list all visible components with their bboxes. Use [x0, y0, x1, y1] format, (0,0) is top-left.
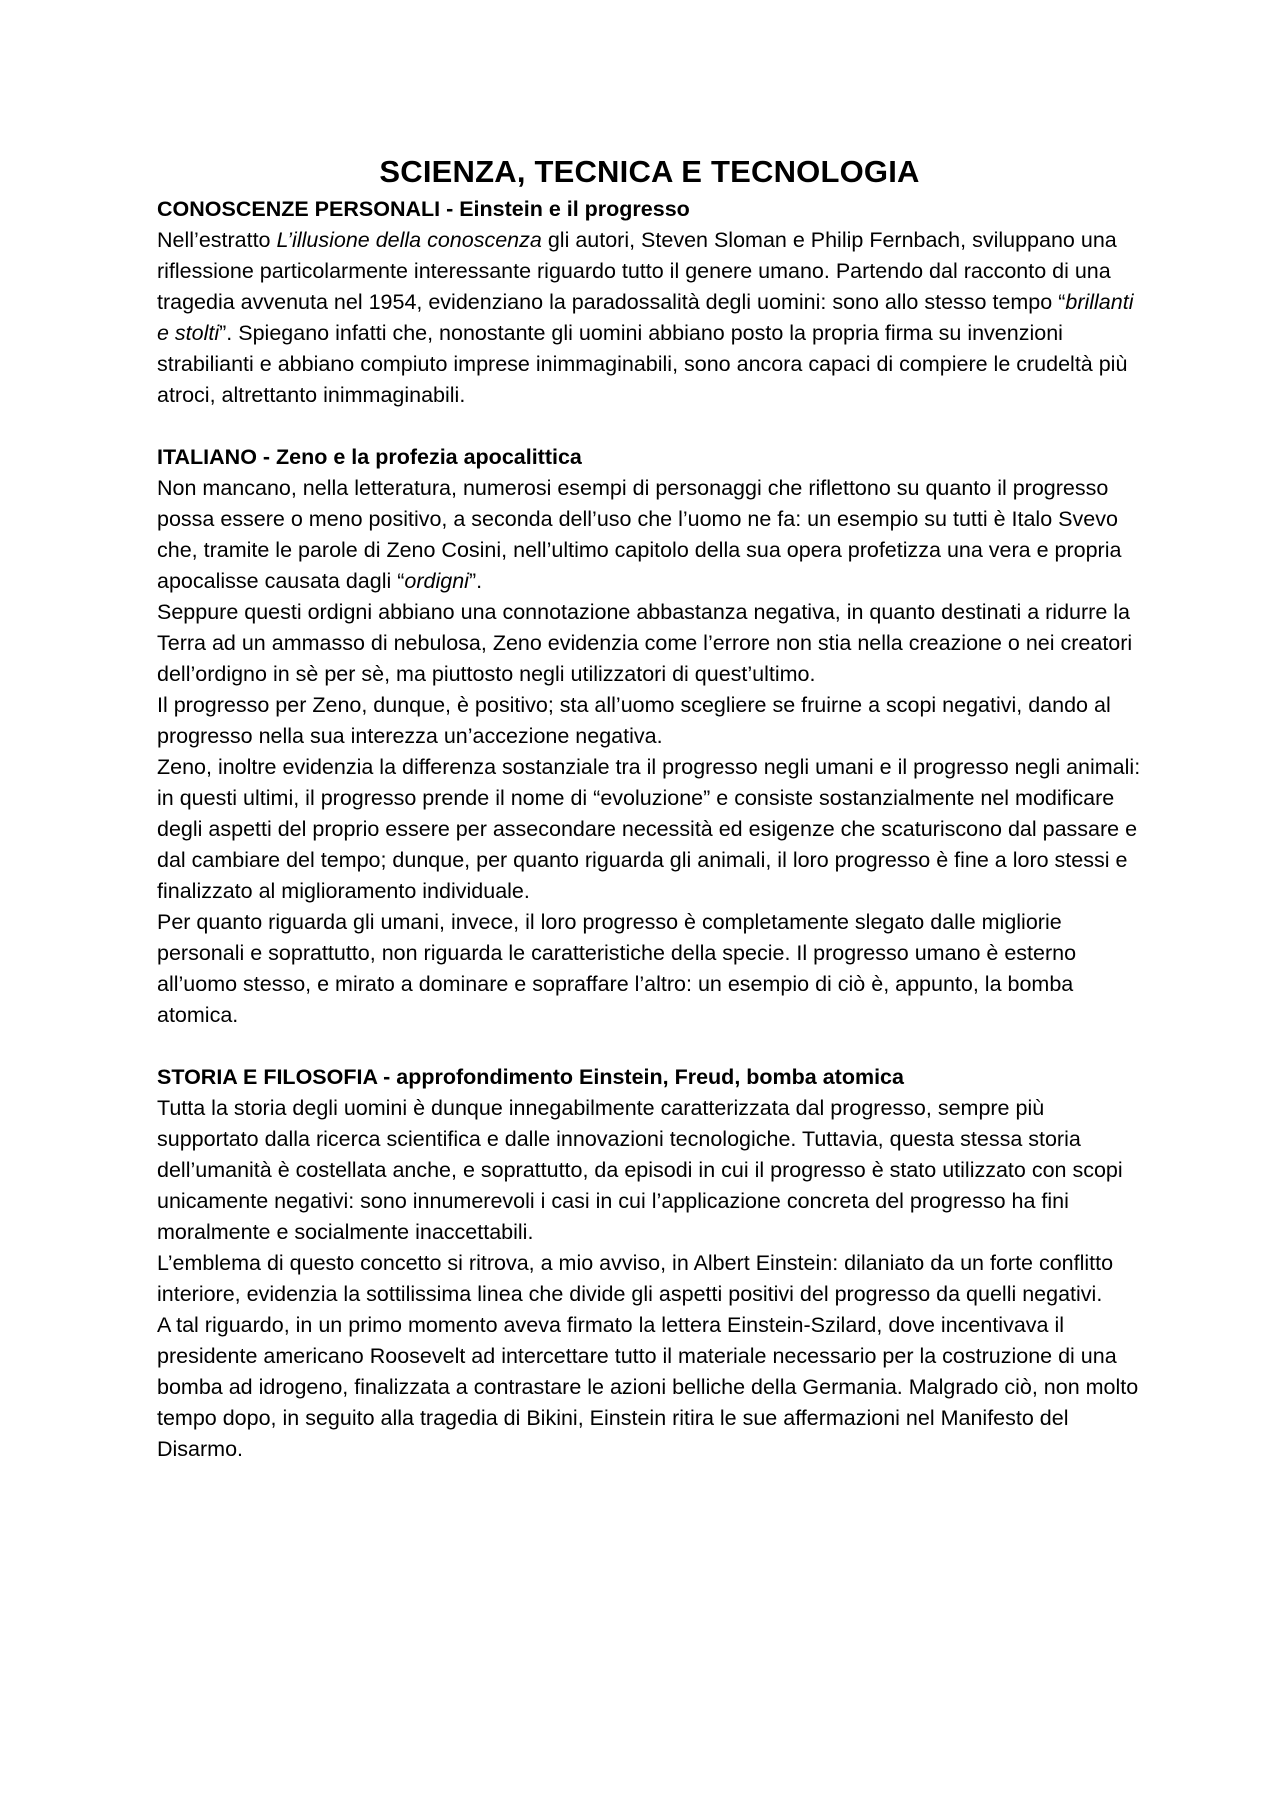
blank-line — [157, 1031, 1142, 1062]
blank-line — [157, 411, 1142, 442]
section-storia-filosofia — [157, 1062, 1142, 1465]
paragraph: Tutta la storia degli uomini è dunque innegabilmente caratterizzata dal progresso, sempre più supportato dalla ricerca scientifica e dalle innovazioni tecnologiche. Tuttavia, questa stessa storia dell’umanità è costellata anche, e soprattutto, da episodi in cui il progresso è stato utilizzato con scopi unicamente negativi: sono innumerevoli i casi in cui l’applicazione concreta del progresso ha fini moralmente e socialmente inaccettabili. — [157, 1096, 1123, 1244]
paragraph: L’emblema di questo concetto si ritrova, a mio avviso, in Albert Einstein: dilaniato da un forte conflitto interiore, evidenzia la sottilissima linea che divide gli aspetti positivi del progresso da quelli negativi. — [157, 1251, 1114, 1306]
text-run: ”. — [468, 569, 483, 593]
text-run: gli autori, Steven Sloman e Philip Fernbach, sviluppano una riflessione particolarmente interessante riguardo tutto il genere umano. Partendo dal racconto di una tragedia avvenuta nel 1954, evidenziano la paradossalità degli uomini: sono allo stesso tempo “ — [157, 228, 1117, 314]
paragraph — [157, 473, 1142, 597]
section-conoscenze-personali — [157, 194, 1142, 411]
paragraph: Seppure questi ordigni abbiano una connotazione abbastanza negativa, in quanto destinati a ridurre la Terra ad un ammasso di nebulosa, Zeno evidenzia come l’errore non stia nella creazione o nei creatori dell’ordigno in sè per sè, ma piuttosto negli utilizzatori di quest’ultimo. — [157, 600, 1133, 686]
paragraph: Il progresso per Zeno, dunque, è positivo; sta all’uomo scegliere se fruirne a scopi negativi, dando al progresso nella sua interezza un’accezione negativa. — [157, 693, 1111, 748]
section-heading: STORIA E FILOSOFIA - approfondimento Einstein, Freud, bomba atomica — [157, 1065, 904, 1089]
paragraph: Per quanto riguarda gli umani, invece, il loro progresso è completamente slegato dalle migliorie personali e soprattutto, non riguarda le caratteristiche della specie. Il progresso umano è esterno all’uomo stesso, e mirato a dominare e sopraffare l’altro: un esempio di ciò è, appunto, la bomba atomica. — [157, 910, 1077, 1027]
text-run: ”. Spiegano infatti che, nonostante gli uomini abbiano posto la propria firma su invenzioni strabilianti e abbiano compiuto imprese inimmaginabili, sono ancora capaci di compiere le crudeltà più atroci, altrettanto inimmaginabili. — [157, 321, 1128, 407]
italic-quote: ordigni — [404, 569, 469, 593]
section-heading: ITALIANO - Zeno e la profezia apocalittica — [157, 445, 582, 469]
italic-title: L’illusione della conoscenza — [276, 228, 542, 252]
document-page — [157, 152, 1142, 1465]
paragraph: A tal riguardo, in un primo momento aveva firmato la lettera Einstein-Szilard, dove incentivava il presidente americano Roosevelt ad intercettare tutto il materiale necessario per la costruzione di una bomba ad idrogeno, finalizzata a contrastare le azioni belliche della Germania. Malgrado ciò, non molto tempo dopo, in seguito alla tragedia di Bikini, Einstein ritira le sue affermazioni nel Manifesto del Disarmo. — [157, 1313, 1139, 1461]
text-run: Non mancano, nella letteratura, numerosi esempi di personaggi che riflettono su quanto il progresso possa essere o meno positivo, a seconda dell’uso che l’uomo ne fa: un esempio su tutti è Italo Svevo che, tramite le parole di Zeno Cosini, nell’ultimo capitolo della sua opera profetizza una vera e propria apocalisse causata dagli “ — [157, 476, 1122, 593]
section-heading: CONOSCENZE PERSONALI - Einstein e il progresso — [157, 197, 690, 221]
section-italiano — [157, 442, 1142, 1031]
paragraph: Zeno, inoltre evidenzia la differenza sostanziale tra il progresso negli umani e il progresso negli animali: in questi ultimi, il progresso prende il nome di “evoluzione” e consiste sostanzialmente nel modificare degli aspetti del proprio essere per assecondare necessità ed esigenze che scaturiscono dal passare e dal cambiare del tempo; dunque, per quanto riguarda gli animali, il loro progresso è fine a loro stessi e finalizzato al miglioramento individuale. — [157, 755, 1141, 903]
paragraph — [157, 225, 1142, 411]
text-run: Nell’estratto — [157, 228, 277, 252]
italic-quote: brillanti e stolti — [157, 290, 1134, 345]
document-title: SCIENZA, TECNICA E TECNOLOGIA — [379, 154, 920, 189]
